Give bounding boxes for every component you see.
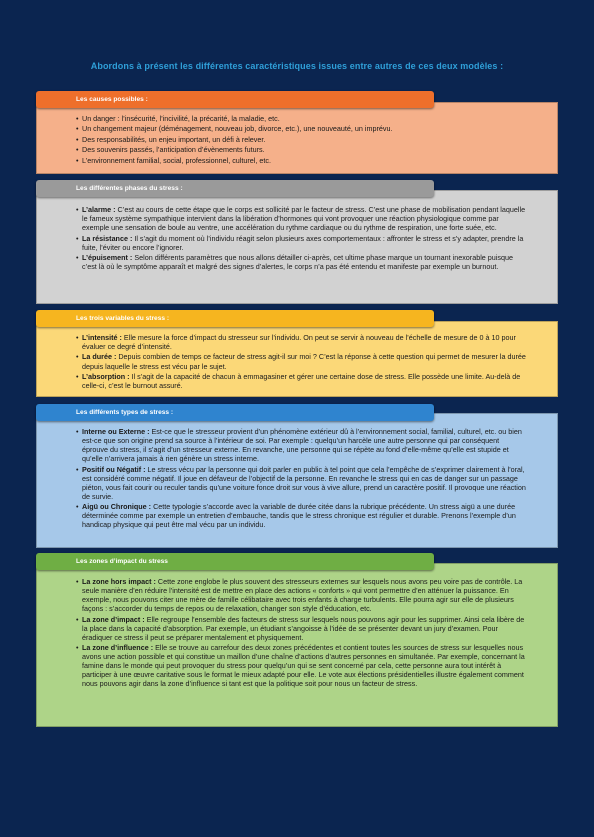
- section-zones-list: [76, 577, 526, 690]
- section-causes-heading: Les causes possibles :: [36, 91, 434, 108]
- list-item: • L’intensité : Elle mesure la force d’impact du stresseur sur l’individu. On peut se servir à nouveau de l’échelle de mesure de 0 à 10 pour évaluer ce degré d’intensité.: [76, 333, 526, 351]
- section-variables-list: [76, 333, 526, 391]
- list-item: • Des responsabilités, un enjeu important, un défi à relever.: [76, 135, 526, 144]
- list-item: • L’environnement familial, social, professionnel, culturel, etc.: [76, 156, 526, 165]
- section-types-list: [76, 427, 526, 531]
- list-item: • L’alarme : C’est au cours de cette étape que le corps est sollicité par le facteur de stress. C’est une phase de mobilisation pendant laquelle le fameux système sympathique intervient dans la libération d’hormones qui vont provoquer une réaction physiologique comme par exemple une sensation de boule au ventre, une accélération du rythme cardiaque ou du rythme de respiration, une forte suée, etc.: [76, 205, 526, 232]
- list-item: • La zone d’impact : Elle regroupe l’ensemble des facteurs de stress sur lesquels nous pouvons agir pour les supprimer. Ainsi cela libère de la place dans la capacité d’absorption. Par exemple, un étudiant s’angoisse à l’idée de se présenter devant un jury d’examen. Pour éradiquer ce stress il peut se préparer mentalement et physiquement.: [76, 615, 526, 642]
- list-item: • L’épuisement : Selon différents paramètres que nous allons détailler ci-après, cet ultime phase marque un tournant inexorable puisque c’est là où le symptôme apparaît et malgré des signes d’alertes, le corps n’a pas été entendu et manifeste par exemple un burnout.: [76, 253, 526, 271]
- list-item: • Interne ou Externe : Est-ce que le stresseur provient d’un phénomène extérieur dû à l’environnement social, familial, culturel, etc. ou bien est-ce que son origine prend sa source à l’intérieur de soi. Par exemple : quelqu’un harcèle une autre personne qui par conséquent éprouve du stress, il s’agit d’un stresseur externe. En revanche, une personne qui se répète au fond d’elle-même qu’elle est stupide et qu’elle n’arrivera jamais à rien génère un stress interne.: [76, 427, 526, 463]
- list-item: • La zone d’influence : Elle se trouve au carrefour des deux zones précédentes et contient toutes les sources de stress sur lesquelles nous avons une action possible et qui constitue un maillon d’une chaîne d’actions d’autres personnes en simultanée. Par exemple, concernant la famine dans le monde qui peut provoquer du stress pour quelqu’un qui se sent concerné par cela, cette personne aura tout intérêt à participer à une œuvre caritative sous le format le mieux adapté pour elle. Le vote aux élections présidentielles illustre également comment nous pouvons agir dans la zone d’influence si tant est que la politique soit pour nous un facteur de stress.: [76, 643, 526, 688]
- list-item: • Un danger : l’insécurité, l’incivilité, la précarité, la maladie, etc.: [76, 114, 526, 123]
- section-causes-list: [76, 114, 526, 166]
- list-item: • La résistance : Il s’agit du moment où l’individu réagit selon plusieurs axes comportementaux : affronter le stress et s’y adapter, prendre la fuite, l’éviter ou encore l’ignorer.: [76, 234, 526, 252]
- page-title: Abordons à présent les différentes caractéristiques issues entre autres de ces deux modèles :: [90, 61, 504, 71]
- list-item: • La durée : Depuis combien de temps ce facteur de stress agit-il sur moi ? C’est la réponse à cette question qui permet de mesurer la durée depuis laquelle le stress est vécu par le sujet.: [76, 352, 526, 370]
- section-zones-heading: Les zones d’impact du stress: [36, 553, 434, 570]
- list-item: • La zone hors impact : Cette zone englobe le plus souvent des stresseurs externes sur lesquels nous avons peu voire pas de contrôle. La seule manière d’en réduire l’intensité est de mettre en place des actions « conforts » qui vont permettre d’en atténuer la puissance. En exemple, nous pouvons citer une mère de famille célibataire avec trois enfants à charge turbulents. Elle pourra agir sur elle de plusieurs façons : s’accorder du temps de repos ou de relaxation, changer son style d’éducation, etc.: [76, 577, 526, 613]
- list-item: • Un changement majeur (déménagement, nouveau job, divorce, etc.), une nouveauté, un imprévu.: [76, 124, 526, 133]
- list-item: • Aigü ou Chronique : Cette typologie s’accorde avec la variable de durée citée dans la rubrique précédente. Un stress aigü a une durée déterminée comme par exemple un entretien d’embauche, tandis que le stress chronique est régulier et durable. Prenons l’exemple d’un handicap physique qui peut être mal vécu par un individu.: [76, 502, 526, 529]
- section-types-heading: Les différents types de stress :: [36, 404, 434, 421]
- section-phases-list: [76, 205, 526, 273]
- list-item: • Positif ou Négatif : Le stress vécu par la personne qui doit parler en public à tel point que cela l’empêche de s’exprimer clairement à l’oral, est considéré comme négatif. Il joue en défaveur de l’objectif de la personne. En revanche le stress qui en cas de danger sur un passage piéton, vous fait courir ou reculer tandis qu’une voiture fonce droit sur vous à vive allure, prend un caractère positif. Il provoque une réaction de survie.: [76, 465, 526, 501]
- section-phases-heading: Les différentes phases du stress :: [36, 180, 434, 197]
- section-variables-heading: Les trois variables du stress :: [36, 310, 434, 327]
- list-item: • Des souvenirs passés, l’anticipation d’évènements futurs.: [76, 145, 526, 154]
- list-item: • L’absorption : Il s’agit de la capacité de chacun à emmagasiner et gérer une certaine dose de stress. Elle possède une limite. Au-delà de celle-ci, c’est le burnout assuré.: [76, 372, 526, 390]
